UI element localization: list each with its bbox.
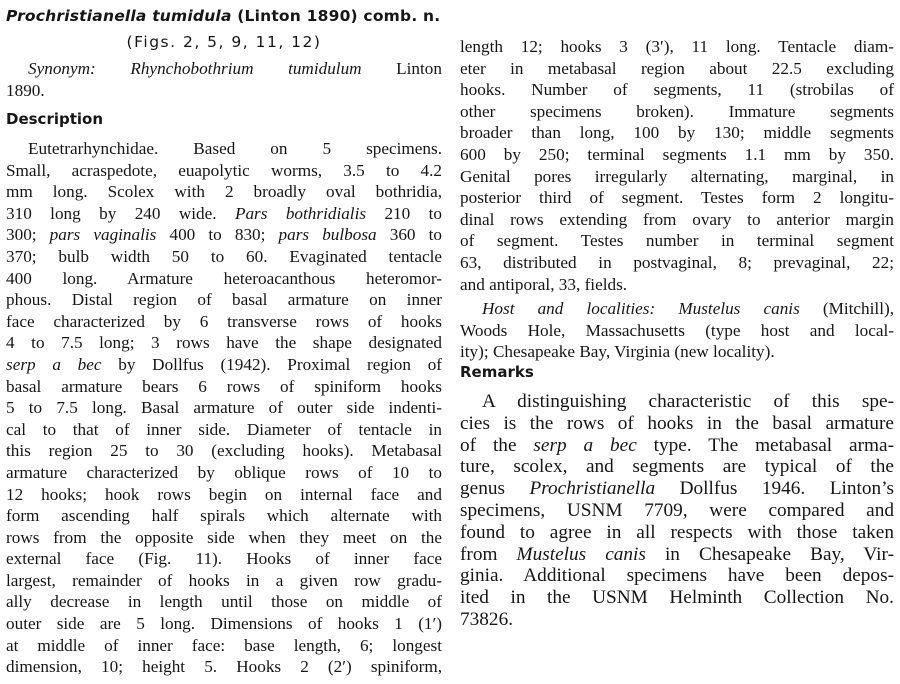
description-line: broader than long, 100 by 130; middle segments [460,123,894,143]
remarks-line: found to agree in all respects with those taken [460,521,894,543]
description-line: and antiporal, 33, fields. [460,274,628,294]
remarks-paragraph [460,391,894,631]
description-line: 370; bulb width 50 to 60. Evaginated tentacle [6,246,442,266]
remarks-text: genus [460,478,530,500]
figures-reference: (Figs. 2, 5, 9, 11, 12) [126,33,322,51]
remarks-line: 73826. [460,608,514,630]
remarks-text: in Chesapeake Bay, Vir- [645,543,894,565]
description-line: 4 to 7.5 long; 3 rows have the shape designated [6,333,442,353]
description-line: rows from the opposite side when they meet on the [6,527,442,547]
remarks-line [460,544,894,566]
host-species: Mustelus canis [516,543,646,565]
remarks-line [460,478,894,500]
species-name: Prochristianella tumidula [6,7,232,25]
synonym-paragraph [6,58,442,101]
remarks-line: ginia. Additional specimens have been depos- [460,565,894,587]
host-line: Woods Hole, Massachusetts (type host and local- [460,320,894,340]
serp-a-bec-term: serp a bec [6,354,102,374]
description-line [6,203,442,225]
description-line: this region 25 to 30 (excluding hooks). Metabasal [6,441,442,461]
description-paragraph [6,138,442,678]
synonym-line-1 [6,58,442,80]
description-line: Eutetrarhynchidae. Based on 5 specimens. [28,139,442,158]
host-paragraph [460,298,894,363]
remarks-heading: Remarks [460,363,534,381]
remarks-line: A distinguishing characteristic of this spe- [482,391,894,412]
description-line: dimension, 10; height 5. Hooks 2 (2′) spiniform, [6,657,442,677]
remarks-line: ited in the USNM Helminth Collection No. [460,587,894,609]
description-line: 400 long. Armature heteroacanthous heteromor- [6,268,442,288]
synonym-name: Rhynchobothrium tumidulum [130,59,362,78]
pars-vaginalis: pars vaginalis [49,225,157,245]
description-line: dinal rows extending from ovary to anterior margin [460,209,894,229]
description-line: cal to that of inner side. Diameter of tentacle in [6,419,442,439]
description-line: hooks. Number of segments, 11 (strobilas of [460,80,894,100]
remarks-text: of the [460,434,534,456]
synonym-line-2: 1890. [6,80,45,100]
pars-bulbosa: pars bulbosa [278,225,377,245]
description-text: 210 to [366,203,442,223]
host-text: (Mitchill), [799,299,894,318]
description-line [6,354,442,376]
description-line: length 12; hooks 3 (3′), 11 long. Tentacle diam- [460,37,894,56]
description-line: ally decrease in length until those on middle of [6,592,442,612]
description-text: 300; [6,225,50,245]
description-line: largest, remainder of hooks in a given row gradu- [6,570,442,590]
description-line: face characterized by 6 transverse rows of hooks [6,311,442,331]
description-line: mm long. Scolex with 2 broadly oval bothridia, [6,182,442,202]
description-line: posterior third of segment. Testes form 2 longitu- [460,188,894,208]
description-line: 12 hooks; hook rows begin on internal face and [6,484,442,504]
description-text: 310 long by 240 wide. [6,203,217,223]
serp-a-bec-term: serp a bec [533,434,637,456]
description-line: at middle of inner face: base length, 6; longest [6,635,442,655]
remarks-line: specimens, USNM 7709, were compared and [460,499,894,521]
description-line: phous. Distal region of basal armature on inner [6,290,442,310]
description-line: basal armature bears 6 rows of spiniform hooks [6,376,442,396]
description-line: armature characterized by oblique rows of 10 to [6,462,442,482]
description-line: outer side are 5 long. Dimensions of hooks 1 (1′) [6,614,442,634]
description-line: Genital pores irregularly alternating, marginal, in [460,166,894,186]
description-line: 63, distributed in postvaginal, 8; prevaginal, 22; [460,252,894,272]
description-heading: Description [6,110,104,128]
description-line: external face (Fig. 11). Hooks of inner face [6,549,442,569]
genus-name: Prochristianella [529,478,656,500]
synonym-author: Linton [396,59,442,78]
species-authority: (Linton 1890) comb. n. [237,7,441,25]
host-line [460,298,894,320]
host-label: Host and localities: [482,299,656,318]
description-line: Small, acraspedote, euapolytic worms, 3.5 to 4.2 [6,160,442,180]
remarks-text: from [460,543,517,565]
description-line: eter in metabasal region about 22.5 excluding [460,58,894,78]
description-line: 600 by 250; terminal segments 1.1 mm by 350. [460,144,894,164]
description-line [6,224,442,246]
host-line: ity); Chesapeake Bay, Virginia (new locality). [460,342,775,362]
synonym-label: Synonym: [28,59,96,78]
species-title [6,7,442,25]
description-line: other specimens broken). Immature segments [460,101,894,121]
description-text: 400 to 830; [156,225,279,245]
remarks-line: ture, scolex, and segments are typical of the [460,456,894,478]
description-line: form ascending half spirals which alternate with [6,506,442,526]
host-species: Mustelus canis [678,299,800,318]
remarks-text: Dollfus 1946. Linton’s [655,478,894,500]
remarks-line: cies is the rows of hooks in the basal armature [460,412,894,434]
description-line: 5 to 7.5 long. Basal armature of outer side indenti- [6,398,442,418]
pars-bothridialis: Pars bothridialis [234,203,367,223]
remarks-line [460,435,894,457]
description-line: of segment. Testes number in terminal segment [460,231,894,251]
description-text: 360 to [376,225,442,245]
description-continued [460,36,894,295]
description-text: by Dollfus (1942). Proximal region of [118,354,442,374]
remarks-text: type. The metabasal arma- [636,434,894,456]
